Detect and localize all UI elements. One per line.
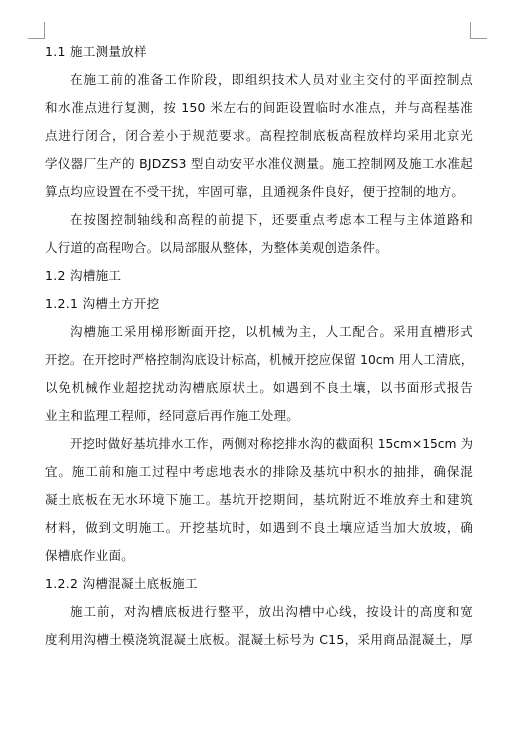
crop-mark-top-right (470, 22, 487, 39)
paragraph (45, 66, 473, 206)
text-line: 学仪器厂生产的 BJDZS3 型自动安平水准仪测量。施工控制网及施工水准起 (45, 156, 473, 171)
paragraph (45, 430, 473, 570)
text-line: 开挖。在开挖时严格控制沟底设计标高，机械开挖应保留 10cm 用人工清底， (45, 353, 473, 367)
text-line: 宜。施工前和施工过程中考虑地表水的排除及基坑中积水的抽排，确保混 (45, 464, 473, 479)
document-body[interactable] (45, 38, 473, 654)
text-line: 在按图控制轴线和高程的前提下，还要重点考虑本工程与主体道路和 (70, 212, 473, 227)
subsection-heading: 1.2.2 沟槽混凝土底板施工 (45, 576, 198, 591)
text-line: 算点均应设置在不受干扰，牢固可靠，且通视条件良好，便于控制的地方。 (45, 184, 465, 199)
text-line: 施工前，对沟槽底板进行整平，放出沟槽中心线，按设计的高度和宽 (70, 604, 473, 619)
text-line: 度利用沟槽土模浇筑混凝土底板。混凝土标号为 C15，采用商品混凝土，厚 (45, 632, 473, 647)
text-line: 在施工前的准备工作阶段，即组织技术人员对业主交付的平面控制点 (70, 72, 473, 87)
text-line: 凝土底板在无水环境下施工。基坑开挖期间，基坑附近不堆放弃土和建筑 (45, 492, 473, 507)
text-line: 开挖时做好基坑排水工作，两侧对称挖排水沟的截面积 15cm×15cm 为 (70, 437, 473, 451)
paragraph (45, 206, 473, 262)
crop-mark-top-left (28, 22, 45, 39)
section-heading: 1.2 沟槽施工 (45, 268, 122, 283)
text-line: 业主和监理工程师，经同意后再作施工处理。 (45, 408, 300, 423)
text-line: 人行道的高程吻合。以局部服从整体，为整体美观创造条件。 (45, 240, 388, 255)
section-heading: 1.1 施工测量放样 (45, 44, 147, 59)
text-line: 沟槽施工采用梯形断面开挖，以机械为主，人工配合。采用直槽形式 (70, 324, 473, 339)
text-line: 以免机械作业超挖扰动沟槽底原状土。如遇到不良土壤，以书面形式报告 (45, 380, 473, 395)
text-line: 点进行闭合，闭合差小于规范要求。高程控制底板高程放样均采用北京光 (45, 128, 473, 143)
paragraph (45, 318, 473, 430)
text-line: 保槽底作业面。 (45, 548, 134, 563)
subsection-heading: 1.2.1 沟槽土方开挖 (45, 296, 160, 311)
text-line: 材料，做到文明施工。开挖基坑时，如遇到不良土壤应适当加大放坡，确 (45, 520, 473, 535)
text-line: 和水准点进行复测，按 150 米左右的间距设置临时水准点，并与高程基准 (45, 100, 473, 115)
paragraph (45, 598, 473, 654)
